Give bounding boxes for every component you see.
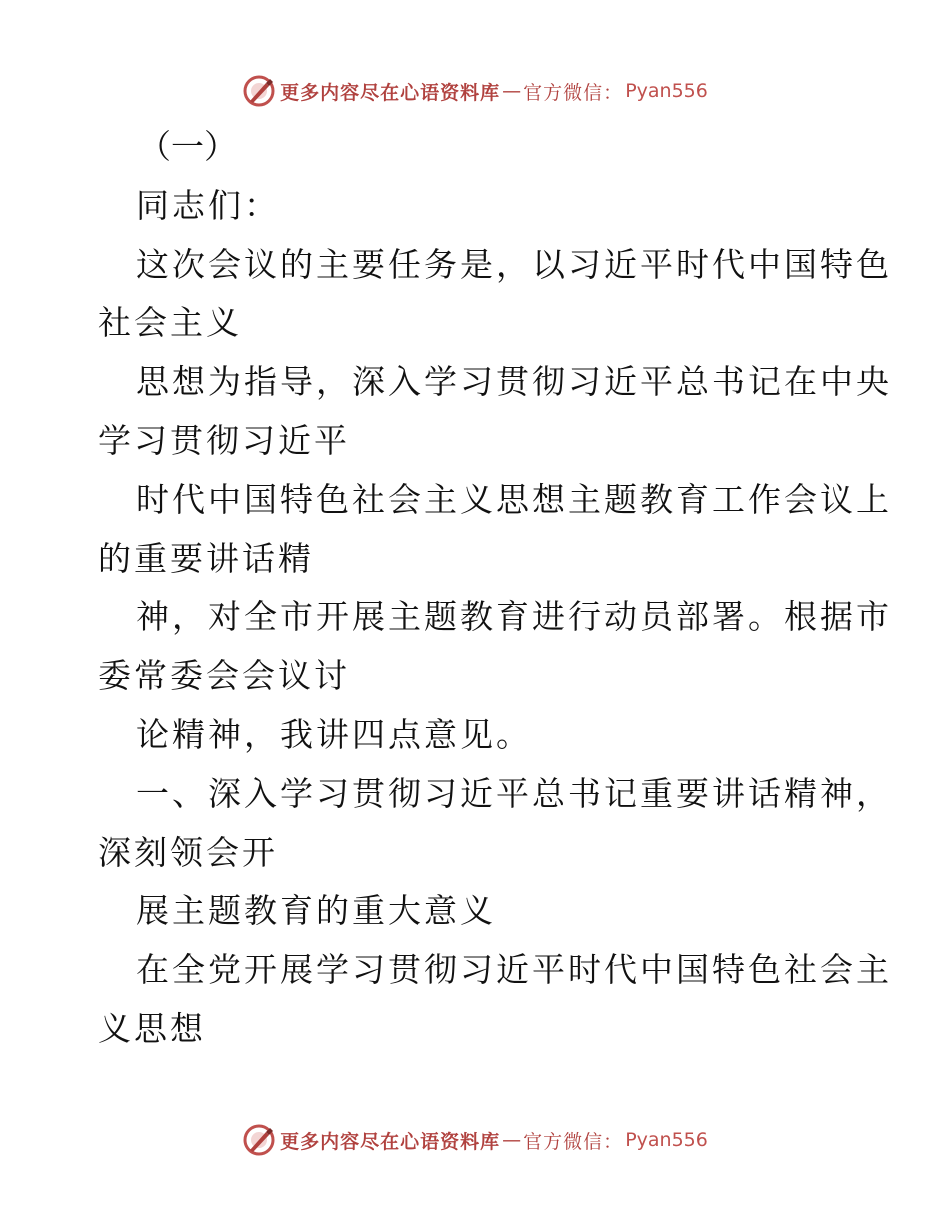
pen-logo-icon: [242, 1123, 276, 1157]
pen-logo-icon: [242, 74, 276, 108]
section-heading-line: 一、深入学习贯彻习近平总书记重要讲话精神，: [136, 773, 892, 813]
header-wechat-id: Pyan556: [625, 80, 708, 102]
footer-wechat-label: 官方微信：: [523, 1130, 624, 1153]
body-line: 委常委会会议讨: [98, 656, 350, 696]
header-watermark-banner: [0, 71, 950, 111]
document-body: [98, 118, 892, 1059]
header-separator: —: [502, 80, 522, 102]
body-line: 时代中国特色社会主义思想主题教育工作会议上: [136, 479, 892, 519]
footer-wechat-id: Pyan556: [625, 1129, 708, 1151]
section-heading-line: 深刻领会开: [98, 832, 278, 872]
header-brand-text: 更多内容尽在心语资料库: [280, 81, 501, 104]
body-line: 义思想: [98, 1008, 206, 1048]
body-line: 社会主义: [98, 303, 242, 343]
body-line: 思想为指导，深入学习贯彻习近平总书记在中央: [136, 362, 892, 402]
salutation: 同志们：: [136, 185, 280, 225]
body-line: 神，对全市开展主题教育进行动员部署。根据市: [136, 597, 892, 637]
header-wechat-label: 官方微信：: [523, 81, 624, 104]
section-heading-line: 展主题教育的重大意义: [136, 891, 496, 931]
body-line: 在全党开展学习贯彻习近平时代中国特色社会主: [136, 950, 892, 990]
body-line: 学习贯彻习近平: [98, 420, 350, 460]
body-line: 这次会议的主要任务是，以习近平时代中国特色: [136, 244, 892, 284]
body-line: 论精神，我讲四点意见。: [136, 714, 532, 754]
footer-watermark-banner: [0, 1120, 950, 1160]
section-marker: （一）: [138, 127, 237, 166]
footer-separator: —: [502, 1129, 522, 1151]
body-line: 的重要讲话精: [98, 538, 314, 578]
footer-brand-text: 更多内容尽在心语资料库: [280, 1130, 501, 1153]
